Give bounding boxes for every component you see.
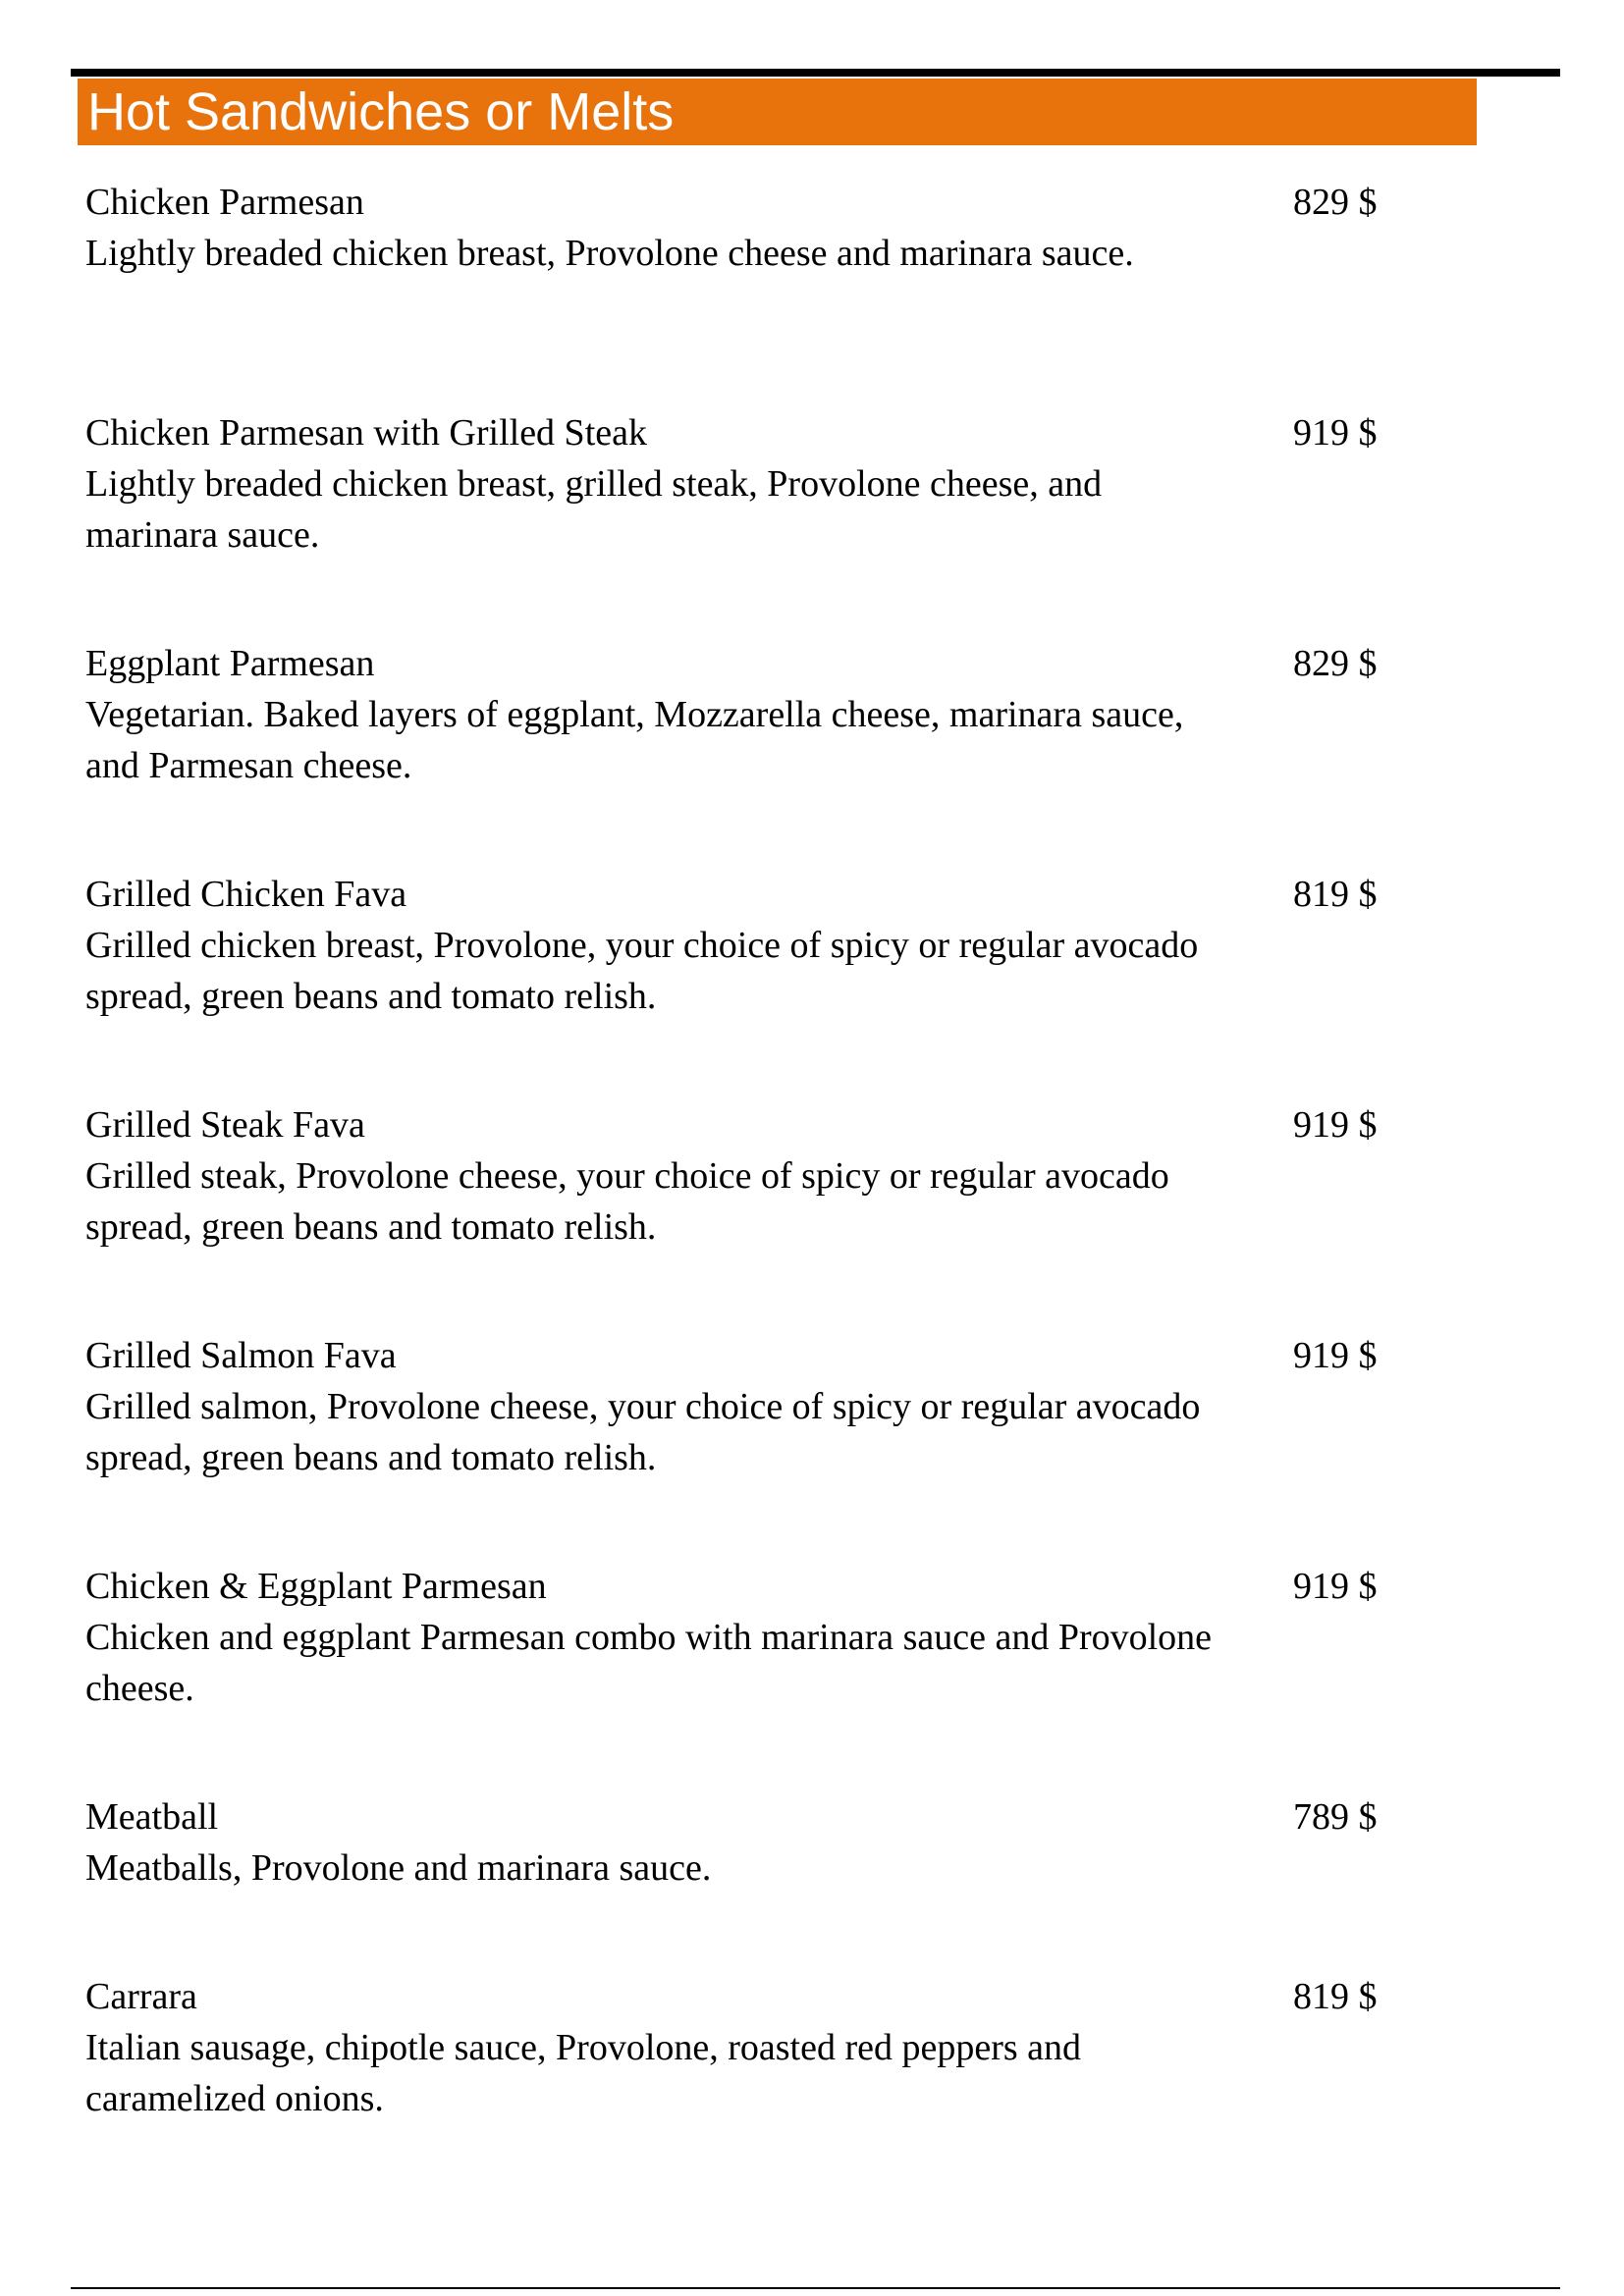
item-price: 919 $ xyxy=(1293,412,1378,454)
item-name: Chicken & Eggplant Parmesan xyxy=(85,1566,547,1607)
item-price: 819 $ xyxy=(1293,874,1378,915)
menu-item xyxy=(85,1099,1401,1253)
item-description: Meatballs, Provolone and marinara sauce. xyxy=(85,1847,712,1889)
item-description: Grilled steak, Provolone cheese, your choice of spicy or regular avocado spread, green beans and tomato relish. xyxy=(85,1155,1169,1248)
item-name: Grilled Salmon Fava xyxy=(85,1335,397,1376)
top-rule xyxy=(71,69,1560,77)
item-name: Chicken Parmesan with Grilled Steak xyxy=(85,412,647,454)
item-description: Italian sausage, chipotle sauce, Provolone, roasted red peppers and caramelized onions. xyxy=(85,2027,1082,2119)
item-name: Eggplant Parmesan xyxy=(85,643,375,684)
menu-item xyxy=(85,1791,1401,1894)
item-price: 919 $ xyxy=(1293,1104,1378,1146)
item-description: Grilled chicken breast, Provolone, your choice of spicy or regular avocado spread, green beans and tomato relish. xyxy=(85,925,1199,1017)
menu-item xyxy=(85,869,1401,1022)
item-name: Carrara xyxy=(85,1976,197,2017)
menu-item xyxy=(85,177,1401,279)
item-description: Lightly breaded chicken breast, grilled steak, Provolone cheese, and marinara sauce. xyxy=(85,463,1103,556)
item-price: 819 $ xyxy=(1293,1976,1378,2017)
item-name: Grilled Chicken Fava xyxy=(85,874,407,915)
section-title: Hot Sandwiches or Melts xyxy=(87,82,675,141)
item-price: 919 $ xyxy=(1293,1335,1378,1376)
menu-item xyxy=(85,407,1401,561)
menu-item xyxy=(85,1971,1401,2124)
item-description: Lightly breaded chicken breast, Provolone cheese and marinara sauce. xyxy=(85,233,1134,274)
item-description: Vegetarian. Baked layers of eggplant, Mozzarella cheese, marinara sauce, and Parmesan cheese. xyxy=(85,694,1184,786)
item-name: Meatball xyxy=(85,1796,219,1838)
bottom-rule xyxy=(71,2287,1560,2289)
item-description: Grilled salmon, Provolone cheese, your choice of spicy or regular avocado spread, green beans and tomato relish. xyxy=(85,1386,1201,1478)
menu-item xyxy=(85,1330,1401,1483)
item-name: Grilled Steak Fava xyxy=(85,1104,365,1146)
item-description: Chicken and eggplant Parmesan combo with marinara sauce and Provolone cheese. xyxy=(85,1617,1213,1709)
item-price: 829 $ xyxy=(1293,643,1378,684)
item-price: 789 $ xyxy=(1293,1796,1378,1838)
item-price: 829 $ xyxy=(1293,182,1378,223)
menu-item xyxy=(85,638,1401,791)
section-header xyxy=(78,79,1477,145)
item-price: 919 $ xyxy=(1293,1566,1378,1607)
item-name: Chicken Parmesan xyxy=(85,182,364,223)
menu-item xyxy=(85,1561,1401,1714)
